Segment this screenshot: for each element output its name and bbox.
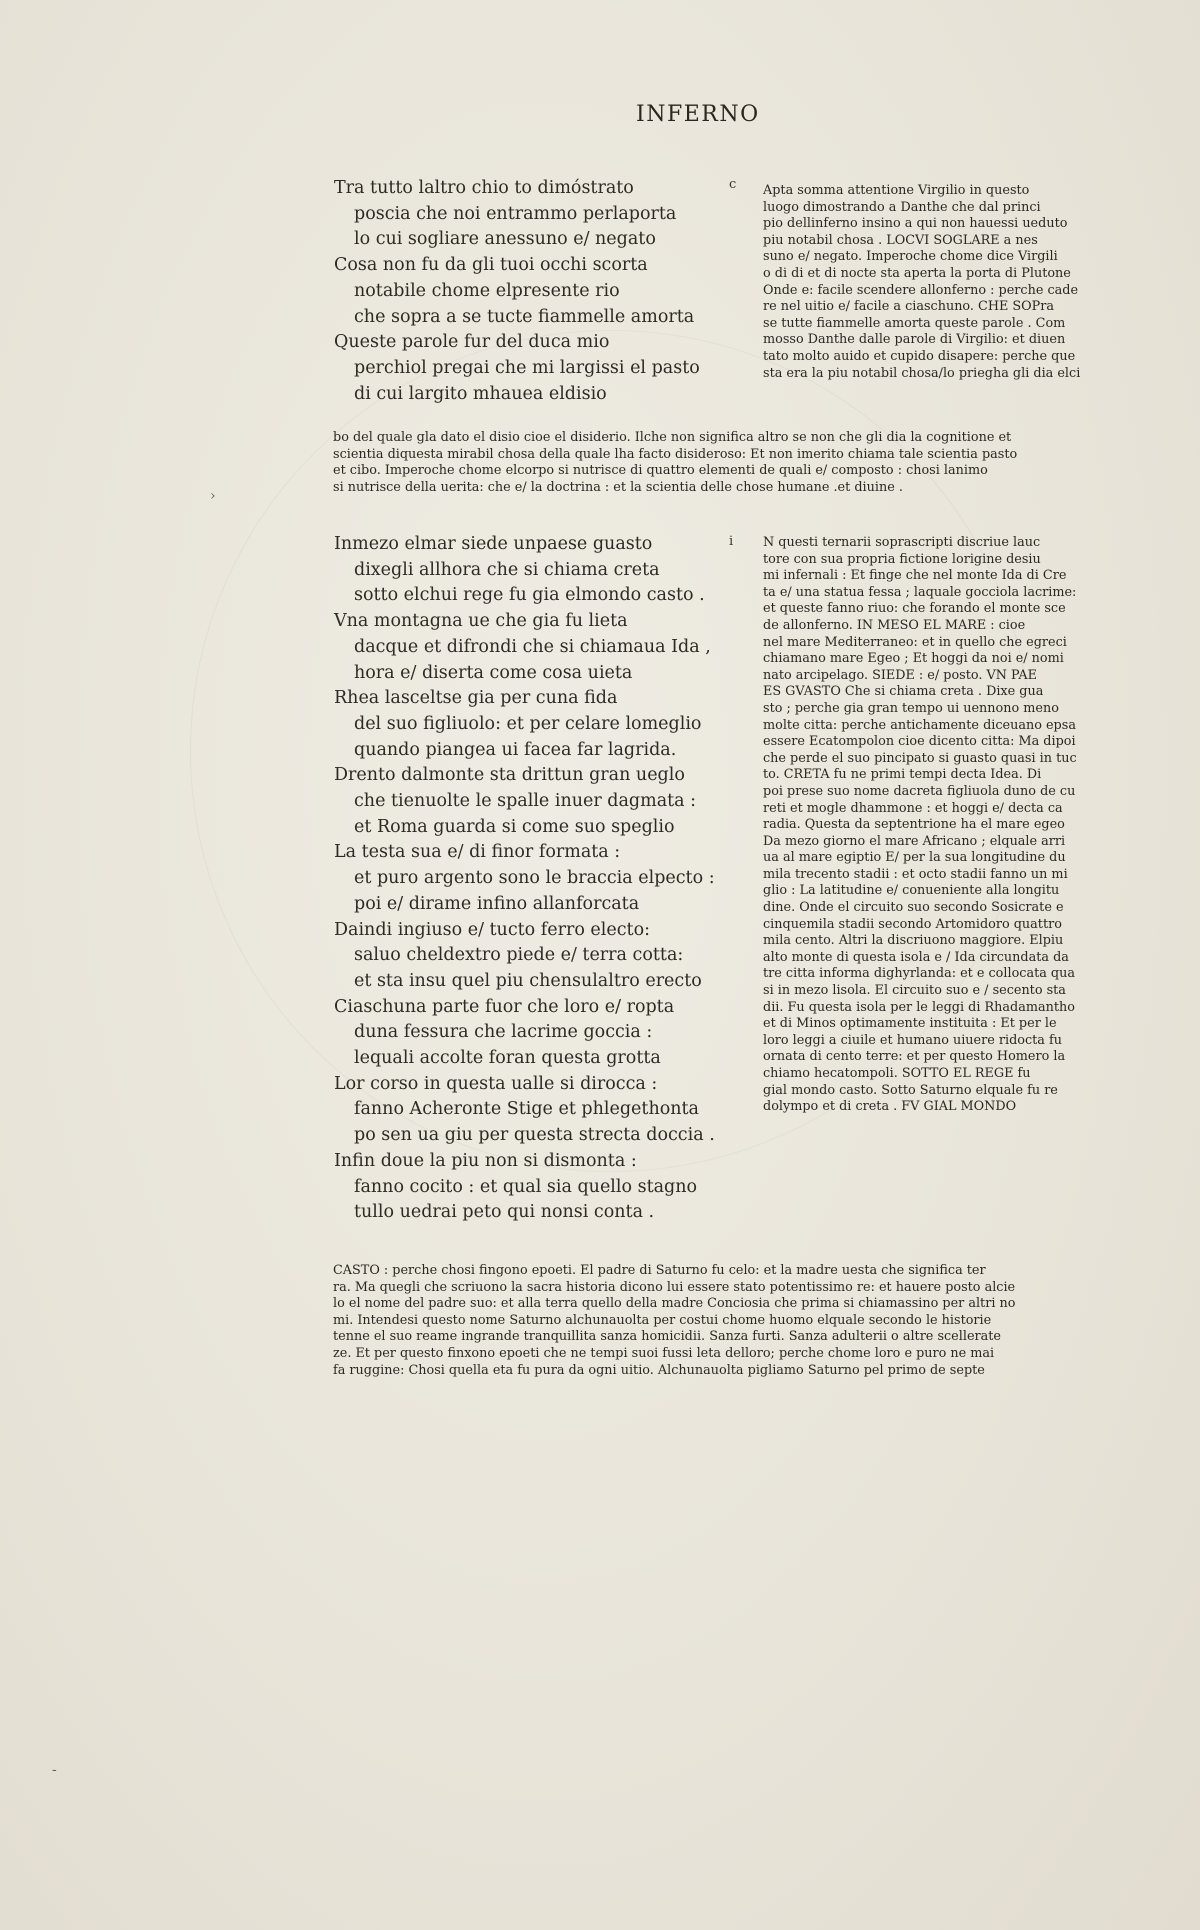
commentary-line: chiamo hecatompoli. SOTTO EL REGE fu (763, 1066, 1031, 1081)
verse-line: et puro argento sono le braccia elpecto : (354, 868, 715, 889)
commentary-line: reti et mogle dhammone : et hoggi e/ decta ca (763, 800, 1063, 816)
commentary-line: ra. Ma quegli che scriuono la sacra historia dicono lui essere stato potentissimo re: et hauere posto alcie (333, 1279, 1016, 1295)
verse-line: Infin doue la piu non si dismonta : (334, 1150, 637, 1171)
commentary-line: cinquemila stadii secondo Artomidoro quattro (763, 916, 1062, 932)
verse-line: Ciaschuna parte fuor che loro e/ ropta (334, 996, 675, 1017)
commentary-line: Onde e: facile scendere allonferno : perche cade (763, 282, 1079, 298)
commentary-line: tenne el suo reame ingrande tranquillita sanza homicidii. Sanza furti. Sanza adulterii o altre scellerate (333, 1329, 1001, 1345)
margin-mark: - (52, 1762, 57, 1778)
verse-line: Daindi ingiuso e/ tucto ferro electo: (334, 919, 650, 940)
commentary-line: chiamano mare Egeo ; Et hoggi da noi e/ nomi (763, 651, 1064, 667)
verse-line: poscia che noi entrammo perlaporta (354, 203, 677, 224)
commentary-block-1 (763, 183, 1085, 382)
commentary-line: dii. Fu questa isola per le leggi di Rhadamantho (763, 999, 1075, 1015)
verse-line: lequali accolte foran questa grotta (354, 1048, 661, 1069)
verse-line: et Roma guarda si come suo speglio (354, 816, 675, 837)
verse-line: che sopra a se tucte fiammelle amorta (354, 306, 695, 327)
verse-line: po sen ua giu per questa strecta doccia . (354, 1125, 715, 1146)
commentary-line: dine. Onde el circuito suo secondo Sosicrate e (763, 900, 1064, 916)
verse-line: sotto elchui rege fu gia elmondo casto . (354, 585, 705, 606)
verse-line: et sta insu quel piu chensulaltro erecto (354, 970, 702, 991)
verse-line: perchiol pregai che mi largissi el pasto (354, 357, 700, 378)
commentary-line: luogo dimostrando a Danthe che dal princi (763, 199, 1041, 215)
section-1-initial-letter: c (729, 177, 737, 192)
commentary-line: o di di et di nocte sta aperta la porta di Plutone (763, 265, 1071, 281)
commentary-line: radia. Questa da septentrione ha el mare egeo (763, 817, 1065, 833)
verse-line: Rhea lasceltse gia per cuna fida (334, 688, 618, 709)
commentary-line: Da mezo giorno el mare Africano ; elquale arri (763, 833, 1066, 849)
commentary-line: nel mare Mediterraneo: et in quello che egreci (763, 634, 1067, 650)
commentary-line: et queste fanno riuo: che forando el monte sce (763, 601, 1066, 617)
commentary-line: et cibo. Imperoche chome elcorpo si nutrisce di quattro elementi de quali e/ composto : chosi lanimo (333, 463, 988, 479)
commentary-continuation-1 (333, 430, 1085, 496)
commentary-line: to. CRETA fu ne primi tempi decta Idea. Di (763, 767, 1042, 783)
verse-line: fanno cocito : et qual sia quello stagno (354, 1176, 698, 1197)
commentary-line: nato arcipelago. SIEDE : e/ posto. VN PAE (763, 667, 1037, 683)
commentary-line: ornata di cento terre: et per questo Homero la (763, 1049, 1066, 1065)
commentary-line: scientia diquesta mirabil chosa della quale lha facto disideroso: Et non imerito chiama tale scientia pasto (333, 446, 1018, 462)
commentary-line: si nutrisce della uerita: che e/ la doctrina : et la scientia delle chose humane .et diuine . (333, 479, 903, 495)
commentary-line: fa ruggine: Chosi quella eta fu pura da ogni uitio. Alchunauolta pigliamo Saturno pel primo de septe (333, 1362, 985, 1378)
verse-line: Cosa non fu da gli tuoi occhi scorta (334, 255, 648, 276)
section-2-initial-letter: i (729, 534, 734, 549)
commentary-line: alto monte di questa isola e / Ida circundata da (763, 949, 1069, 965)
commentary-line: mosso Danthe dalle parole di Virgilio: et diuen (763, 332, 1066, 348)
commentary-line: ES GVASTO Che si chiama creta . Dixe gua (763, 684, 1044, 700)
commentary-line: N questi ternarii soprascripti discriue lauc (763, 535, 1041, 550)
commentary-line: mila cento. Altri la discriuono maggiore. Elpiu (763, 933, 1064, 949)
commentary-line: essere Ecatompolon cioe dicento citta: Ma dipoi (763, 734, 1076, 750)
verse-line: di cui largito mhauea eldisio (354, 383, 607, 404)
commentary-line: tre citta informa dighyrlanda: et e collocata qua (763, 966, 1075, 982)
commentary-line: lo el nome del padre suo: et alla terra quello della madre Conciosia che prima si chiamassino per altri no (333, 1296, 1016, 1312)
verse-line: del suo figliuolo: et per celare lomeglio (354, 713, 702, 734)
verse-line: Lor corso in questa ualle si dirocca : (334, 1073, 658, 1094)
verse-line: hora e/ diserta come cosa uieta (354, 662, 633, 683)
commentary-line: loro leggi a ciuile et humano uiuere ridocta fu (763, 1032, 1062, 1048)
commentary-line: Apta somma attentione Virgilio in questo (763, 183, 1030, 198)
margin-mark: › (210, 488, 216, 504)
commentary-line: dolympo et di creta . FV GIAL MONDO (763, 1099, 1017, 1115)
commentary-line: si in mezo lisola. El circuito suo e / secento sta (763, 983, 1066, 999)
verse-line: duna fessura che lacrime goccia : (354, 1022, 653, 1043)
commentary-line: se tutte fiammelle amorta queste parole . Com (763, 315, 1066, 331)
commentary-line: gial mondo casto. Sotto Saturno elquale fu re (763, 1082, 1058, 1098)
verse-line: che tienuolte le spalle inuer dagmata : (354, 791, 697, 812)
commentary-line: ua al mare egiptio E/ per la sua longitudine du (763, 850, 1066, 866)
commentary-line: tato molto auido et cupido disapere: perche que (763, 348, 1076, 364)
verse-block-1 (334, 176, 724, 407)
commentary-line: de allonferno. IN MESO EL MARE : cioe (763, 617, 1026, 633)
verse-line: Queste parole fur del duca mio (334, 332, 610, 353)
commentary-line: molte citta: perche antichamente diceuano epsa (763, 717, 1076, 733)
verse-line: quando piangea ui facea far lagrida. (354, 739, 677, 760)
verse-line: Inmezo elmar siede unpaese guasto (334, 534, 653, 554)
verse-line: dacque et difrondi che si chiamaua Ida , (354, 636, 711, 657)
commentary-line: mi infernali : Et finge che nel monte Ida di Cre (763, 568, 1067, 584)
verse-line: poi e/ dirame infino allanforcata (354, 893, 640, 914)
verse-line: tullo uedrai peto qui nonsi conta . (354, 1202, 655, 1223)
verse-line: La testa sua e/ di finor formata : (334, 842, 621, 863)
verse-line: lo cui sogliare anessuno e/ negato (354, 229, 656, 250)
commentary-line: mila trecento stadii : et octo stadii fanno un mi (763, 866, 1068, 882)
commentary-line: sta era la piu notabil chosa/lo priegha gli dia elci (763, 365, 1081, 381)
commentary-line: che perde el suo pincipato si guasto quasi in tuc (763, 750, 1077, 766)
verse-line: fanno Acheronte Stige et phlegethonta (354, 1099, 699, 1120)
commentary-line: sto ; perche gia gran tempo ui uennono meno (763, 700, 1059, 716)
verse-line: Tra tutto laltro chio to dimóstrato (334, 178, 634, 198)
verse-block-2 (334, 532, 724, 1226)
commentary-continuation-2 (333, 1263, 1085, 1379)
commentary-line: glio : La latitudine e/ conueniente alla longitu (763, 883, 1060, 899)
verse-line: Vna montagna ue che gia fu lieta (334, 611, 628, 632)
commentary-line: piu notabil chosa . LOCVI SOGLARE a nes (763, 232, 1038, 248)
commentary-line: et di Minos optimamente instituita : Et per le (763, 1016, 1057, 1032)
commentary-line: bo del quale gla dato el disio cioe el disiderio. Ilche non significa altro se non che gli dia la cognitione et (333, 430, 1012, 445)
commentary-line: tore con sua propria fictione lorigine desiu (763, 551, 1041, 567)
commentary-line: poi prese suo nome dacreta figliuola duno de cu (763, 783, 1076, 799)
commentary-line: mi. Intendesi questo nome Saturno alchunauolta per costui chome huomo elquale secondo le historie (333, 1312, 992, 1328)
commentary-line: re nel uitio e/ facile a ciaschuno. CHE SOPra (763, 299, 1055, 315)
page-title: INFERNO (636, 102, 760, 127)
commentary-line: suno e/ negato. Imperoche chome dice Virgili (763, 249, 1058, 265)
verse-line: Drento dalmonte sta drittun gran ueglo (334, 765, 685, 786)
commentary-line: ze. Et per questo finxono epoeti che ne tempi suoi fussi leta delloro; perche chome loro e puro ne mai (333, 1345, 995, 1361)
commentary-block-2 (763, 535, 1085, 1116)
verse-line: notabile chome elpresente rio (354, 280, 620, 301)
commentary-line: pio dellinferno insino a qui non hauessi ueduto (763, 216, 1068, 232)
verse-line: dixegli allhora che si chiama creta (354, 559, 660, 580)
verse-line: saluo cheldextro piede e/ terra cotta: (354, 945, 684, 966)
commentary-line: CASTO : perche chosi fingono epoeti. El padre di Saturno fu celo: et la madre uesta che significa ter (333, 1263, 986, 1278)
commentary-line: ta e/ una statua fessa ; laquale gocciola lacrime: (763, 584, 1077, 600)
